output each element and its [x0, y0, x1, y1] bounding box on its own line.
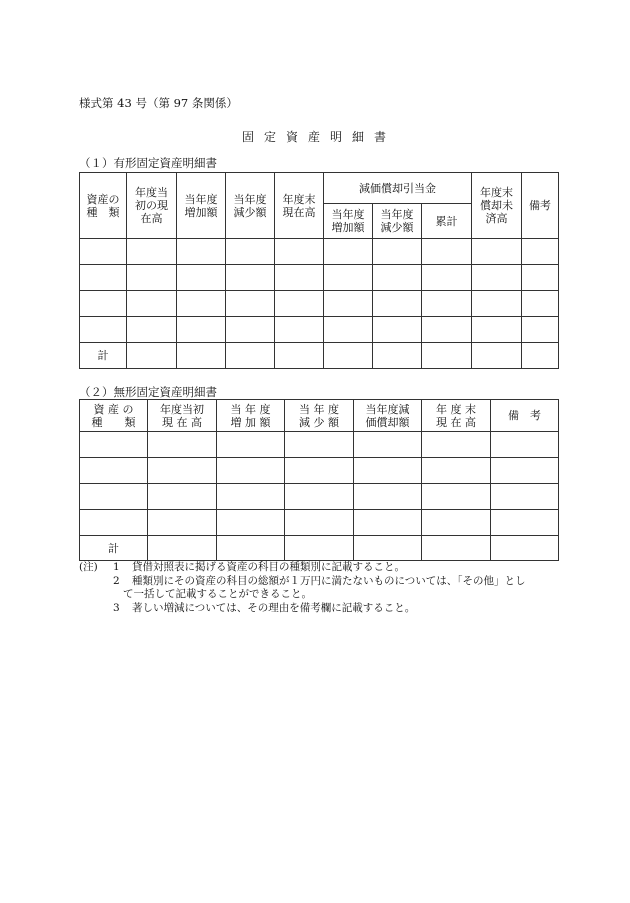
header-increase: 当 年 度 増 加 額	[217, 400, 285, 432]
header-remarks: 備考	[522, 173, 559, 239]
header-dep-decrease: 当年度 減少額	[373, 204, 422, 239]
tangible-assets-table	[79, 172, 559, 369]
document-title: 固定資産明細書	[241, 130, 396, 144]
header-decrease: 当 年 度 減 少 額	[285, 400, 354, 432]
table-row	[80, 291, 559, 317]
header-depreciation-reserve: 減価償却引当金	[324, 173, 472, 204]
header-beginning-balance: 年度当初 現 在 高	[148, 400, 217, 432]
header-dep-total: 累計	[422, 204, 472, 239]
form-number: 様式第 43 号（第 97 条関係）	[79, 96, 238, 110]
header-asset-type: 資産の 種 類	[80, 173, 127, 239]
header-unamortized-balance: 年度末 償却未 済高	[472, 173, 522, 239]
total-label: 計	[80, 343, 127, 369]
table-row	[80, 317, 559, 343]
total-row	[80, 536, 559, 561]
total-label: 計	[80, 536, 148, 561]
section2-heading: （２）無形固定資産明細書	[79, 385, 217, 399]
notes-lead: (注)	[79, 561, 98, 573]
header-increase: 当年度 増加額	[177, 173, 226, 239]
header-remarks: 備 考	[491, 400, 559, 432]
total-row	[80, 343, 559, 369]
header-ending-balance: 年 度 末 現 在 高	[422, 400, 491, 432]
table-row	[80, 239, 559, 265]
header-amortization: 当年度減 価償却額	[354, 400, 422, 432]
header-asset-type: 資 産 の 種 類	[80, 400, 148, 432]
table-row	[80, 510, 559, 536]
header-ending-balance: 年度末 現在高	[275, 173, 324, 239]
table-row	[80, 265, 559, 291]
section1-heading: （１）有形固定資産明細書	[79, 156, 217, 170]
table-row	[80, 484, 559, 510]
table-row	[80, 432, 559, 458]
table-row	[80, 458, 559, 484]
intangible-assets-table	[79, 399, 559, 561]
header-dep-increase: 当年度 増加額	[324, 204, 373, 239]
header-beginning-balance: 年度当 初の現 在高	[127, 173, 177, 239]
header-decrease: 当年度 減少額	[226, 173, 275, 239]
